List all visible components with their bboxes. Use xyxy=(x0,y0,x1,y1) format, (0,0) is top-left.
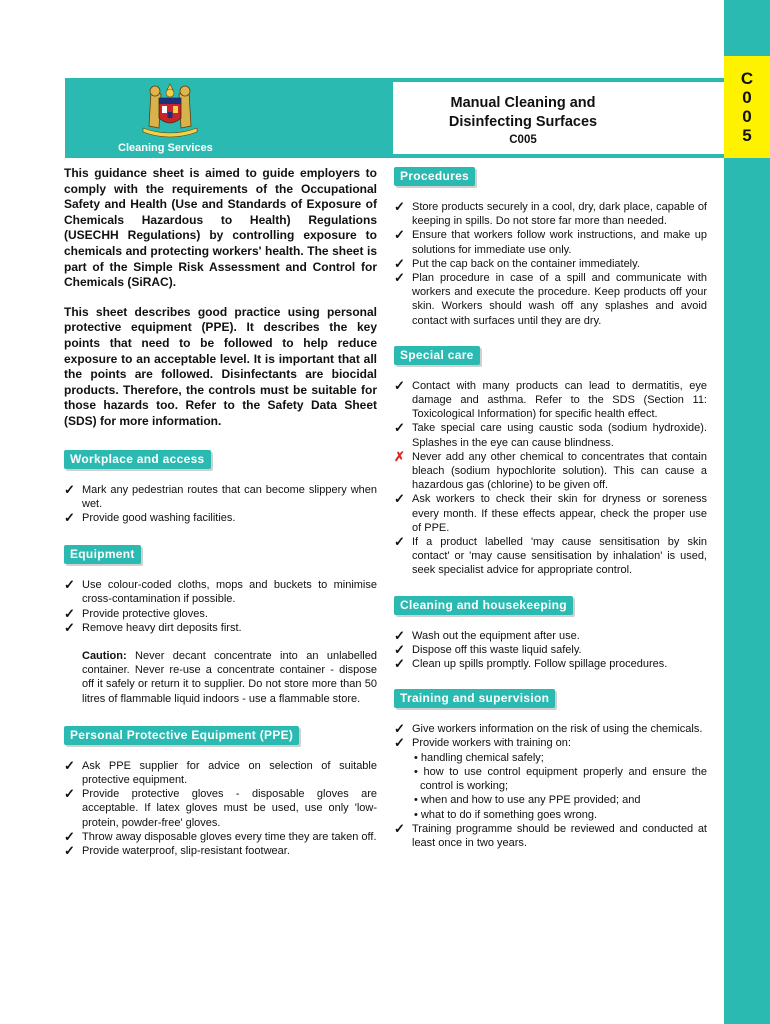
section-heading-equipment: Equipment xyxy=(64,545,141,564)
list-item: ✓ Provide workers with training on: • handling chemical safely; • how to use control equipment properly and ensure the control is working; • when and how to use any PPE provided; and • what to do if something goes wrong. xyxy=(394,735,707,821)
check-icon: ✓ xyxy=(394,377,405,393)
coat-of-arms-icon xyxy=(137,82,203,138)
code-char: C xyxy=(740,69,754,88)
cleaning-list xyxy=(394,629,707,672)
ppe-list xyxy=(64,759,377,858)
department-label: Cleaning Services xyxy=(118,142,213,154)
code-char: 5 xyxy=(742,126,752,145)
list-item: ✓ Dispose off this waste liquid safely. xyxy=(394,641,582,657)
header-left xyxy=(65,78,390,158)
intro-paragraph: This sheet describes good practice using personal protective equipment (PPE). It describes the key points that need to be followed to help reduce exposure to an acceptable level. It is important that all the points are followed. Disinfectants are biocidal products. Therefore, the controls must be suitable for those hazards too. Refer to the Safety Data Sheet (SDS) for more information. xyxy=(64,304,377,428)
check-icon: ✓ xyxy=(394,491,405,507)
code-tab xyxy=(724,56,770,158)
special-care-list xyxy=(394,379,707,578)
check-icon: ✓ xyxy=(394,227,405,243)
section-heading-ppe: Personal Protective Equipment (PPE) xyxy=(64,726,299,745)
cross-icon: ✗ xyxy=(394,448,405,464)
procedures-list xyxy=(394,200,707,328)
check-icon: ✓ xyxy=(64,828,75,844)
caution-note xyxy=(64,649,377,706)
page-title xyxy=(413,94,633,132)
check-icon: ✓ xyxy=(394,627,405,643)
check-icon: ✓ xyxy=(394,820,405,836)
sub-list-item: • how to use control equipment properly and ensure the control is working; xyxy=(414,765,707,793)
sub-list-item: • when and how to use any PPE provided; and xyxy=(414,794,641,807)
check-icon: ✓ xyxy=(64,757,75,773)
section-heading-workplace: Workplace and access xyxy=(64,450,211,469)
check-icon: ✓ xyxy=(394,656,405,672)
equipment-list xyxy=(64,578,377,635)
list-item: ✓ Put the cap back on the container immediately. xyxy=(394,255,640,271)
list-item: ✓ Use colour-coded cloths, mops and buckets to minimise cross-contamination if possible. xyxy=(64,577,377,606)
title-line: Disinfecting Surfaces xyxy=(448,114,598,130)
check-icon: ✓ xyxy=(394,270,405,286)
sub-list-item: • handling chemical safely; xyxy=(414,751,544,764)
list-item: ✓ Provide protective gloves. xyxy=(64,605,208,621)
check-icon: ✓ xyxy=(64,842,75,858)
list-item: ✓ Take special care using caustic soda (sodium hydroxide). Splashes in the eye can cause blindness. xyxy=(394,420,707,449)
list-item: ✓ Contact with many products can lead to dermatitis, eye damage and asthma. Refer to the SDS (Section 11: Toxicological Information) for specific health effect. xyxy=(394,377,707,421)
title-box xyxy=(393,82,724,154)
check-icon: ✓ xyxy=(394,255,405,271)
title-line: Manual Cleaning and xyxy=(450,95,596,111)
sheet-code: C005 xyxy=(509,134,537,146)
list-item: ✓ Remove heavy dirt deposits first. xyxy=(64,619,242,635)
section-heading-procedures: Procedures xyxy=(394,167,475,186)
section-heading-cleaning: Cleaning and housekeeping xyxy=(394,596,573,615)
caution-label: Caution: xyxy=(82,649,127,662)
check-icon: ✓ xyxy=(64,577,75,593)
check-icon: ✓ xyxy=(394,721,405,737)
list-item: ✓ If a product labelled 'may cause sensitisation by skin contact' or 'may cause sensitisation by inhalation' is used, seek specialist advice for appropriate control. xyxy=(394,534,707,577)
list-item: ✓ Ask PPE supplier for advice on selection of suitable protective equipment. xyxy=(64,757,377,786)
check-icon: ✓ xyxy=(394,735,405,751)
sub-list-item: • what to do if something goes wrong. xyxy=(414,808,598,821)
check-icon: ✓ xyxy=(394,199,405,214)
list-item: ✓ Give workers information on the risk of using the chemicals. xyxy=(394,721,703,737)
check-icon: ✓ xyxy=(64,619,75,635)
check-icon: ✓ xyxy=(64,509,75,525)
workplace-list xyxy=(64,483,377,526)
training-list xyxy=(394,722,707,850)
list-item: ✓ Throw away disposable gloves every time they are taken off. xyxy=(64,828,377,844)
list-item: ✓ Provide waterproof, slip-resistant footwear. xyxy=(64,842,290,858)
right-column xyxy=(394,167,707,850)
list-item: ✓ Wash out the equipment after use. xyxy=(394,627,580,643)
list-item: ✗ Never add any other chemical to concentrates that contain bleach (sodium hypochlorite solution). This can cause a hazardous gas (chlorine) to be given off. xyxy=(394,448,707,492)
check-icon: ✓ xyxy=(64,605,75,621)
left-column xyxy=(64,166,377,858)
check-icon: ✓ xyxy=(394,420,405,436)
code-char: 0 xyxy=(742,107,752,126)
list-item: ✓ Provide protective gloves - disposable gloves are acceptable. If latex gloves must be used, use only 'low-protein, powder-free' gloves. xyxy=(64,786,377,829)
check-icon: ✓ xyxy=(394,641,405,657)
check-icon: ✓ xyxy=(64,786,75,802)
caution-text: Never decant concentrate into an unlabelled container. Never re-use a concentrate container - dispose off it safely or return it to supplier. Do not store more than 50 litres of flammable liquid indoors - use a flammable store. xyxy=(82,649,377,705)
section-heading-training: Training and supervision xyxy=(394,689,555,708)
list-item: ✓ Store products securely in a cool, dry, dark place, capable of keeping in spills. Do not store far more than needed. xyxy=(394,199,707,228)
training-sub-list xyxy=(412,751,707,822)
intro-paragraph: This guidance sheet is aimed to guide employers to comply with the requirements of the Occupational Safety and Health (Use and Standards of Exposure of Chemicals Hazardous to Health) Regulations (USECHH Regulations) by controlling exposure to chemicals and protecting workers' health. The sheet is part of the Simple Risk Assessment and Control for Chemicals (SiRAC). xyxy=(64,166,377,290)
list-item: ✓ Clean up spills promptly. Follow spillage procedures. xyxy=(394,656,668,672)
list-item: ✓ Ensure that workers follow work instructions, and make up solutions for immediate use only. xyxy=(394,227,707,256)
check-icon: ✓ xyxy=(64,481,75,497)
list-item: ✓ Training programme should be reviewed and conducted at least once in two years. xyxy=(394,820,707,849)
code-char: 0 xyxy=(742,88,752,107)
section-heading-special-care: Special care xyxy=(394,346,480,365)
list-item: ✓ Mark any pedestrian routes that can become slippery when wet. xyxy=(64,481,377,510)
list-item: ✓ Plan procedure in case of a spill and communicate with workers and execute the procedure. Keep products off your skin. Workers should wash off any splashes and avoid contact with surfaces until they are dry. xyxy=(394,270,707,327)
header-band xyxy=(65,78,724,158)
list-item: ✓ Provide good washing facilities. xyxy=(64,509,236,525)
check-icon: ✓ xyxy=(394,534,405,550)
list-item: ✓ Ask workers to check their skin for dryness or soreness every month. If these effects appear, check the proper use of PPE. xyxy=(394,491,707,534)
